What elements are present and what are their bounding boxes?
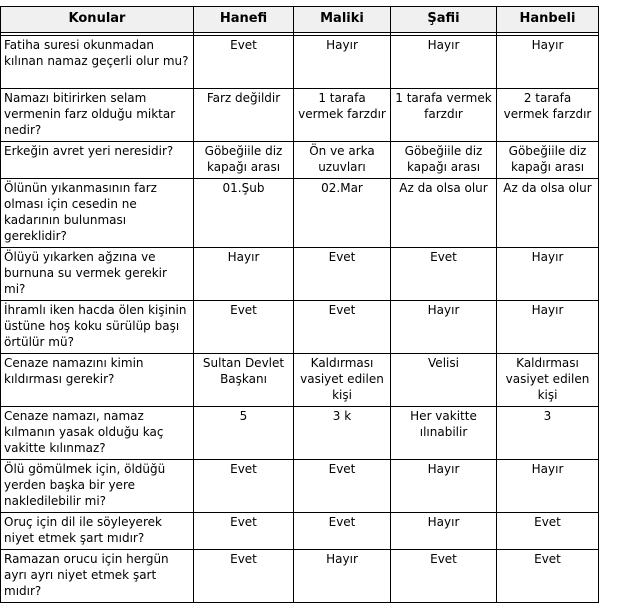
maliki-cell: Ön ve arka uzuvları bbox=[294, 142, 391, 179]
table-row bbox=[1, 460, 599, 513]
question-cell: Cenaze namazını kimin kıldırması gerekir? bbox=[1, 354, 194, 407]
safii-cell: Hayır bbox=[391, 460, 497, 513]
hanbeli-cell: Hayır bbox=[497, 301, 599, 354]
question-cell: Ölüyü yıkarken ağzına ve burnuna su vermek gerekir mi? bbox=[1, 248, 194, 301]
table-row bbox=[1, 142, 599, 179]
header-safii: Şafii bbox=[391, 7, 497, 33]
safii-cell: Hayır bbox=[391, 513, 497, 550]
hanbeli-cell: Hayır bbox=[497, 460, 599, 513]
hanbeli-cell: 3 bbox=[497, 407, 599, 460]
hanefi-cell: Evet bbox=[194, 301, 294, 354]
question-cell: Ölünün yıkanmasının farz olması için cesedin ne kadarının bulunması gereklidir? bbox=[1, 179, 194, 248]
hanefi-cell: Hayır bbox=[194, 248, 294, 301]
table-row bbox=[1, 89, 599, 142]
hanbeli-cell: Kaldırması vasiyet edilen kişi bbox=[497, 354, 599, 407]
madhhab-comparison-table bbox=[0, 6, 599, 603]
question-cell: Cenaze namazı, namaz kılmanın yasak olduğu kaç vakitte kılınmaz? bbox=[1, 407, 194, 460]
header-hanefi: Hanefi bbox=[194, 7, 294, 33]
hanefi-cell: Evet bbox=[194, 36, 294, 89]
hanefi-cell: Evet bbox=[194, 550, 294, 603]
safii-cell: Evet bbox=[391, 248, 497, 301]
maliki-cell: Hayır bbox=[294, 36, 391, 89]
safii-cell: Göbeğiile diz kapağı arası bbox=[391, 142, 497, 179]
hanbeli-cell: Evet bbox=[497, 513, 599, 550]
hanefi-cell: Farz değildir bbox=[194, 89, 294, 142]
hanefi-cell: 01.Şub bbox=[194, 179, 294, 248]
question-cell: Ölü gömülmek için, öldüğü yerden başka bir yere nakledilebilir mi? bbox=[1, 460, 194, 513]
hanefi-cell: Sultan Devlet Başkanı bbox=[194, 354, 294, 407]
maliki-cell: 02.Mar bbox=[294, 179, 391, 248]
hanefi-cell: Göbeğiile diz kapağı arası bbox=[194, 142, 294, 179]
maliki-cell: Evet bbox=[294, 301, 391, 354]
hanefi-cell: 5 bbox=[194, 407, 294, 460]
safii-cell: Az da olsa olur bbox=[391, 179, 497, 248]
table-row bbox=[1, 301, 599, 354]
maliki-cell: Evet bbox=[294, 513, 391, 550]
header-konular: Konular bbox=[1, 7, 194, 33]
hanbeli-cell: Evet bbox=[497, 550, 599, 603]
safii-cell: 1 tarafa vermek farzdır bbox=[391, 89, 497, 142]
question-cell: Oruç için dil ile söyleyerek niyet etmek şart mıdır? bbox=[1, 513, 194, 550]
maliki-cell: 1 tarafa vermek farzdır bbox=[294, 89, 391, 142]
table-row bbox=[1, 354, 599, 407]
hanefi-cell: Evet bbox=[194, 460, 294, 513]
table-row bbox=[1, 550, 599, 603]
question-cell: İhramlı iken hacda ölen kişinin üstüne hoş koku sürülüp başı örtülür mü? bbox=[1, 301, 194, 354]
hanbeli-cell: Az da olsa olur bbox=[497, 179, 599, 248]
table-row bbox=[1, 248, 599, 301]
table-row bbox=[1, 179, 599, 248]
header-hanbeli: Hanbeli bbox=[497, 7, 599, 33]
maliki-cell: Hayır bbox=[294, 550, 391, 603]
table-row bbox=[1, 36, 599, 89]
hanbeli-cell: 2 tarafa vermek farzdır bbox=[497, 89, 599, 142]
safii-cell: Evet bbox=[391, 550, 497, 603]
question-cell: Ramazan orucu için hergün ayrı ayrı niyet etmek şart mıdır? bbox=[1, 550, 194, 603]
maliki-cell: Kaldırması vasiyet edilen kişi bbox=[294, 354, 391, 407]
safii-cell: Velisi bbox=[391, 354, 497, 407]
maliki-cell: Evet bbox=[294, 460, 391, 513]
hanbeli-cell: Hayır bbox=[497, 36, 599, 89]
question-cell: Fatiha suresi okunmadan kılınan namaz geçerli olur mu? bbox=[1, 36, 194, 89]
header-maliki: Maliki bbox=[294, 7, 391, 33]
maliki-cell: 3 k bbox=[294, 407, 391, 460]
table-row bbox=[1, 513, 599, 550]
question-cell: Erkeğin avret yeri neresidir? bbox=[1, 142, 194, 179]
hanefi-cell: Evet bbox=[194, 513, 294, 550]
hanbeli-cell: Göbeğiile diz kapağı arası bbox=[497, 142, 599, 179]
header-row bbox=[1, 7, 599, 33]
safii-cell: Hayır bbox=[391, 301, 497, 354]
safii-cell: Her vakitte ılınabilir bbox=[391, 407, 497, 460]
question-cell: Namazı bitirirken selam vermenin farz olduğu miktar nedir? bbox=[1, 89, 194, 142]
safii-cell: Hayır bbox=[391, 36, 497, 89]
table-row bbox=[1, 407, 599, 460]
hanbeli-cell: Hayır bbox=[497, 248, 599, 301]
maliki-cell: Evet bbox=[294, 248, 391, 301]
